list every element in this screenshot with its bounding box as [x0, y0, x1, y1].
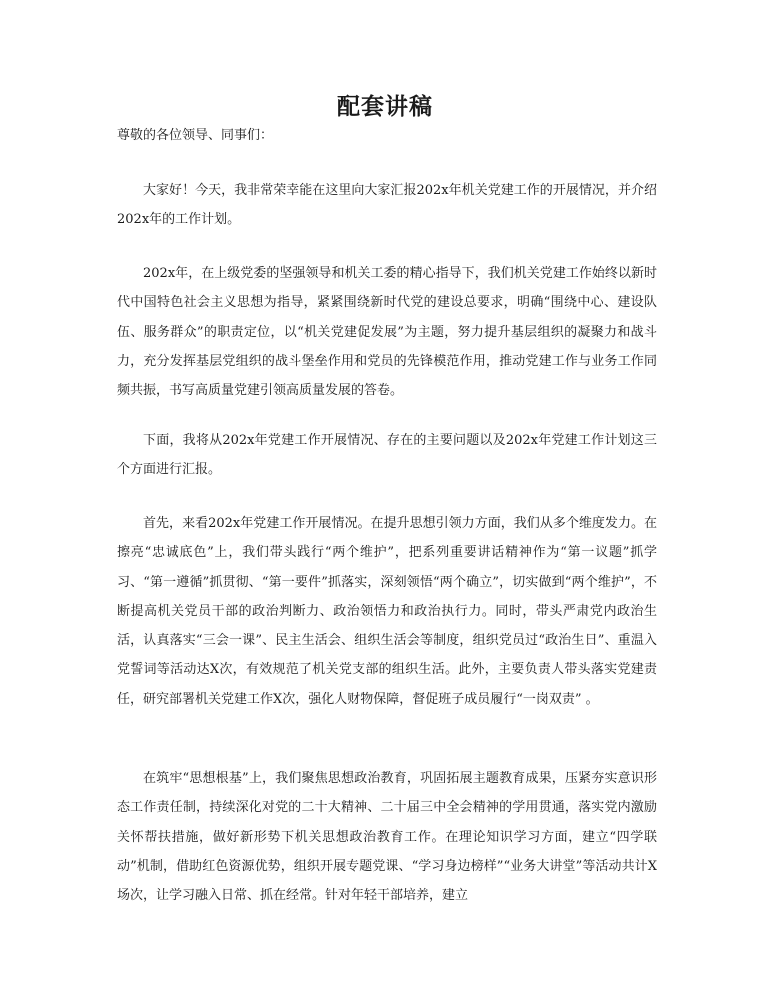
- document-title: 配套讲稿: [337, 93, 433, 120]
- paragraph-work-progress: 首先，来看202x年党建工作开展情况。在提升思想引领力方面，我们从多个维度发力。在擦亮“忠诚底色”上，我们带头践行“两个维护”，把系列重要讲话精神作为“第一议题”抓学习、“第一遵循”抓贯彻、“第一要件”抓落实，深刻领悟“两个确立”，切实做到“两个维护”，不断提高机关党员干部的政治判断力、政治领悟力和政治执行力。同时，带头严肃党内政治生活，认真落实“三会一课”、民主生活会、组织生活会等制度，组织党员过“政治生日”、重温入党誓词等活动达X次，有效规范了机关党支部的组织生活。此外，主要负责人带头落实党建责任，研究部署机关党建工作X次，强化人财物保障，督促班子成员履行“一岗双责” 。: [117, 516, 657, 707]
- paragraph-overview: 202x年，在上级党委的坚强领导和机关工委的精心指导下，我们机关党建工作始终以新时代中国特色社会主义思想为指导，紧紧围绕新时代党的建设总要求，明确“围绕中心、建设队伍、服务群众”的职责定位，以“机关党建促发展”为主题，努力提升基层组织的凝聚力和战斗力，充分发挥基层党组织的战斗堡垒作用和党员的先锋模范作用，推动党建工作与业务工作同频共振，书写高质量党建引领高质量发展的答卷。: [117, 266, 657, 399]
- paragraph-ideological-foundation: 在筑牢“思想根基”上，我们聚焦思想政治教育，巩固拓展主题教育成果，压紧夯实意识形态工作责任制，持续深化对党的二十大精神、二十届三中全会精神的学用贯通，落实党内激励关怀帮扶措施，做好新形势下机关思想政治教育工作。在理论知识学习方面，建立“四学联动”机制，借助红色资源优势，组织开展专题党课、“学习身边榜样”“业务大讲堂”等活动共计X场次，让学习融入日常、抓在经常。针对年轻干部培养，建立: [117, 771, 657, 904]
- salutation: 尊敬的各位领导、同事们：: [117, 128, 274, 143]
- paragraph-outline: 下面，我将从202x年党建工作开展情况、存在的主要问题以及202x年党建工作计划这三个方面进行汇报。: [117, 433, 657, 478]
- paragraph-greeting: 大家好！今天，我非常荣幸能在这里向大家汇报202x年机关党建工作的开展情况，并介绍202x年的工作计划。: [117, 183, 657, 228]
